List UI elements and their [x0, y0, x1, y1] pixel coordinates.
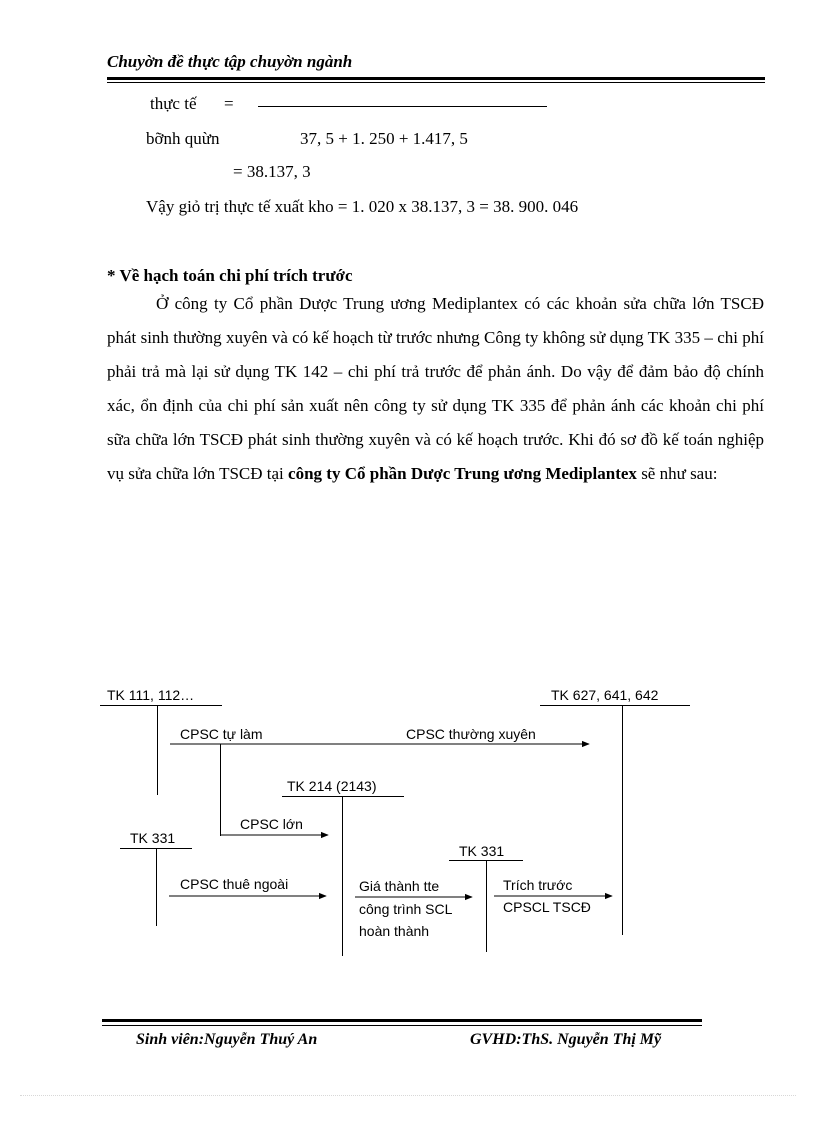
formula-label-top: thực tế: [150, 94, 197, 113]
account-111-label: TK 111, 112…: [107, 687, 195, 703]
paragraph-text: Ở công ty Cổ phần Dược Trung ương Mediplantex có các khoản sửa chữa lớn TSCĐ phát sinh thường xuyên và có kế hoạch từ trước nhưng Công ty không sử dụng TK 335 – chi phí phải trả mà lại sử dụng TK 142 – chi phí trả trước để phản ánh. Do vậy để đảm bảo độ chính xác, ổn định của chi phí sản xuất nên công ty sử dụng TK 335 để phản ánh các khoản chi phí sữa chữa lớn TSCĐ phát sinh thường xuyên và có kế hoạch trước. Khi đó sơ đồ kế toán nghiệp vụ sửa chữa lớn TSCĐ tại: [107, 294, 764, 483]
flow-trich-truoc-2: CPSCL TSCĐ: [503, 899, 591, 915]
paragraph-company: công ty Cổ phần Dược Trung ương Mediplantex: [288, 464, 637, 483]
account-331-left-label: TK 331: [130, 830, 176, 846]
formula-conclusion: Vậy giỏ trị thực tế xuất kho = 1. 020 x 38.137, 3 = 38. 900. 046: [146, 197, 579, 216]
flow-gia-thanh-3: hoàn thành: [359, 923, 430, 939]
flow-cpsc-thue-ngoai: CPSC thuê ngoài: [180, 876, 289, 892]
formula-result: = 38.137, 3: [233, 162, 311, 181]
formula-equals: =: [224, 94, 234, 113]
page-bottom-border: [20, 1095, 796, 1096]
footer-rule: [102, 1019, 702, 1022]
flow-cpsc-tu-lam: CPSC tự làm: [180, 726, 263, 742]
flow-gia-thanh-1: Giá thành tte: [359, 878, 440, 894]
flow-gia-thanh-2: công trình SCL: [359, 901, 453, 917]
flow-cpsc-lon: CPSC lớn: [240, 816, 303, 832]
footer-student: Sinh viên:Nguyễn Thuý An: [136, 1031, 318, 1048]
paragraph-tail: sẽ như sau:: [636, 464, 718, 483]
account-214-label: TK 214 (2143): [287, 778, 377, 794]
account-331-mid-label: TK 331: [459, 843, 505, 859]
account-627-label: TK 627, 641, 642: [551, 687, 659, 703]
formula-denominator: 37, 5 + 1. 250 + 1.417, 5: [300, 129, 468, 148]
footer-supervisor: GVHD:ThS. Nguyễn Thị Mỹ: [470, 1031, 662, 1048]
page-header-title: Chuyờn đề thực tập chuyờn ngành: [107, 52, 353, 71]
flow-cpsc-thuong-xuyen: CPSC thường xuyên: [406, 726, 536, 742]
formula-label-bottom: bỡnh quừn: [146, 129, 220, 148]
section-heading: * Về hạch toán chi phí trích trước: [107, 266, 353, 285]
footer-rule-thin: [102, 1025, 702, 1026]
flow-trich-truoc-1: Trích trước: [503, 877, 573, 893]
